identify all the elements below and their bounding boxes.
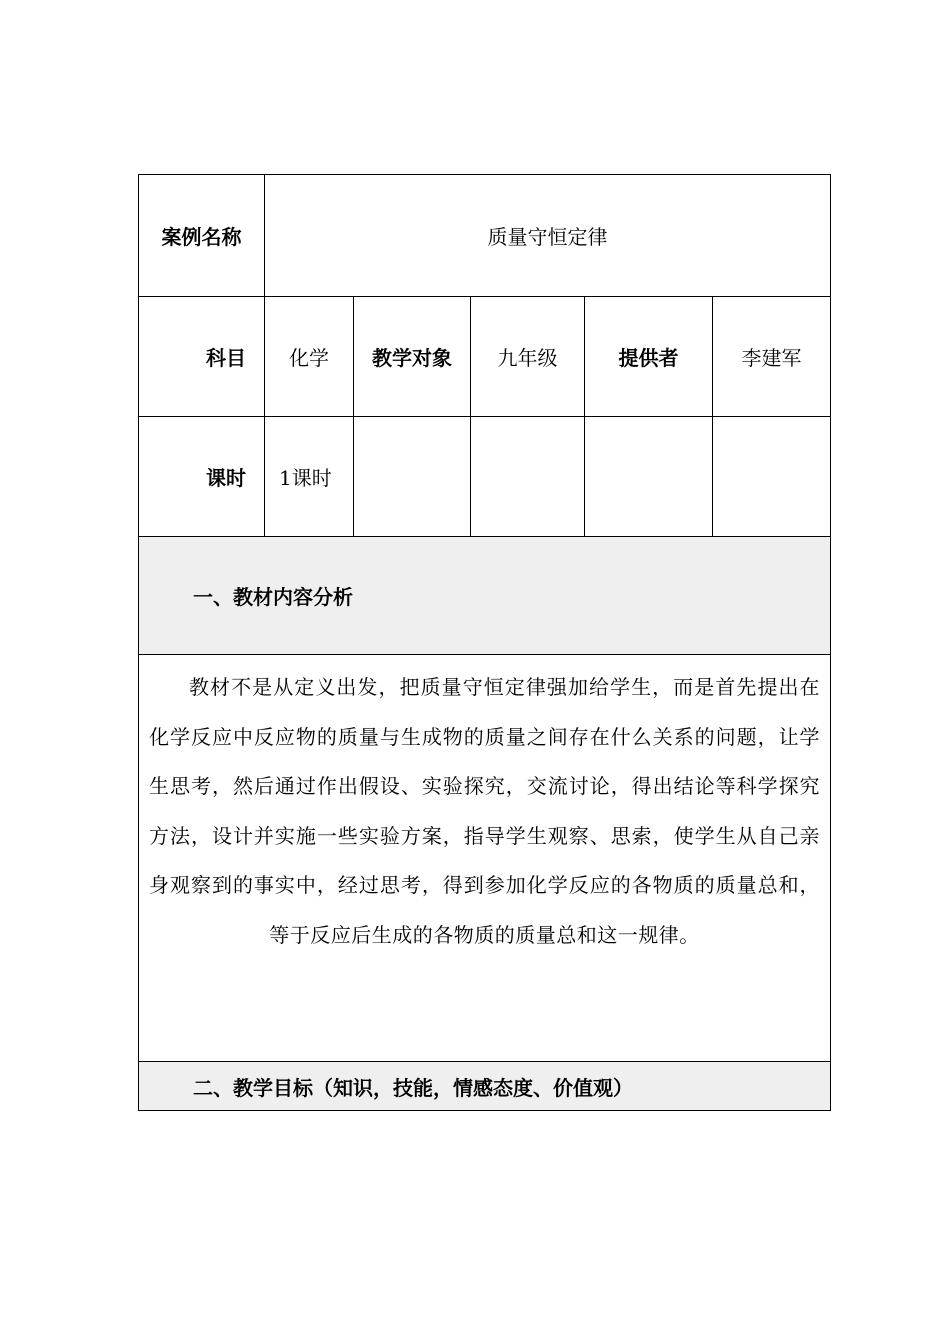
lesson-plan-table [138,174,831,1111]
section1-paragraph: 教材不是从定义出发，把质量守恒定律强加给学生，而是首先提出在化学反应中反应物的质量与生成物的质量之间存在什么关系的问题，让学生思考，然后通过作出假设、实验探究，交流讨论，得出结论等科学探究方法，设计并实施一些实验方案，指导学生观察、思索，使学生从自己亲身观察到的事实中，经过思考，得到参加化学反应的各物质的质量总和，等于反应后生成的各物质的质量总和这一规律。 [149,675,821,947]
subject-row [139,297,831,417]
provider-label: 提供者 [585,297,713,417]
hours-row [139,417,831,537]
hours-value: 1课时 [265,417,354,537]
subject-value: 化学 [265,297,354,417]
empty-cell [471,417,585,537]
section2-title: 二、教学目标（知识，技能，情感态度、价值观） [139,1062,831,1111]
hours-label: 课时 [139,417,265,537]
section2-header-row [139,1062,831,1111]
audience-label: 教学对象 [354,297,471,417]
section1-body-row [139,655,831,1062]
section1-title: 一、教材内容分析 [139,537,831,655]
empty-cell [354,417,471,537]
case-name-row [139,175,831,297]
subject-label: 科目 [139,297,265,417]
empty-cell [585,417,713,537]
section1-body-cell [139,655,831,1062]
audience-value: 九年级 [471,297,585,417]
case-name-value: 质量守恒定律 [265,175,831,297]
case-name-label: 案例名称 [139,175,265,297]
empty-cell [713,417,831,537]
provider-value: 李建军 [713,297,831,417]
section1-header-row [139,537,831,655]
